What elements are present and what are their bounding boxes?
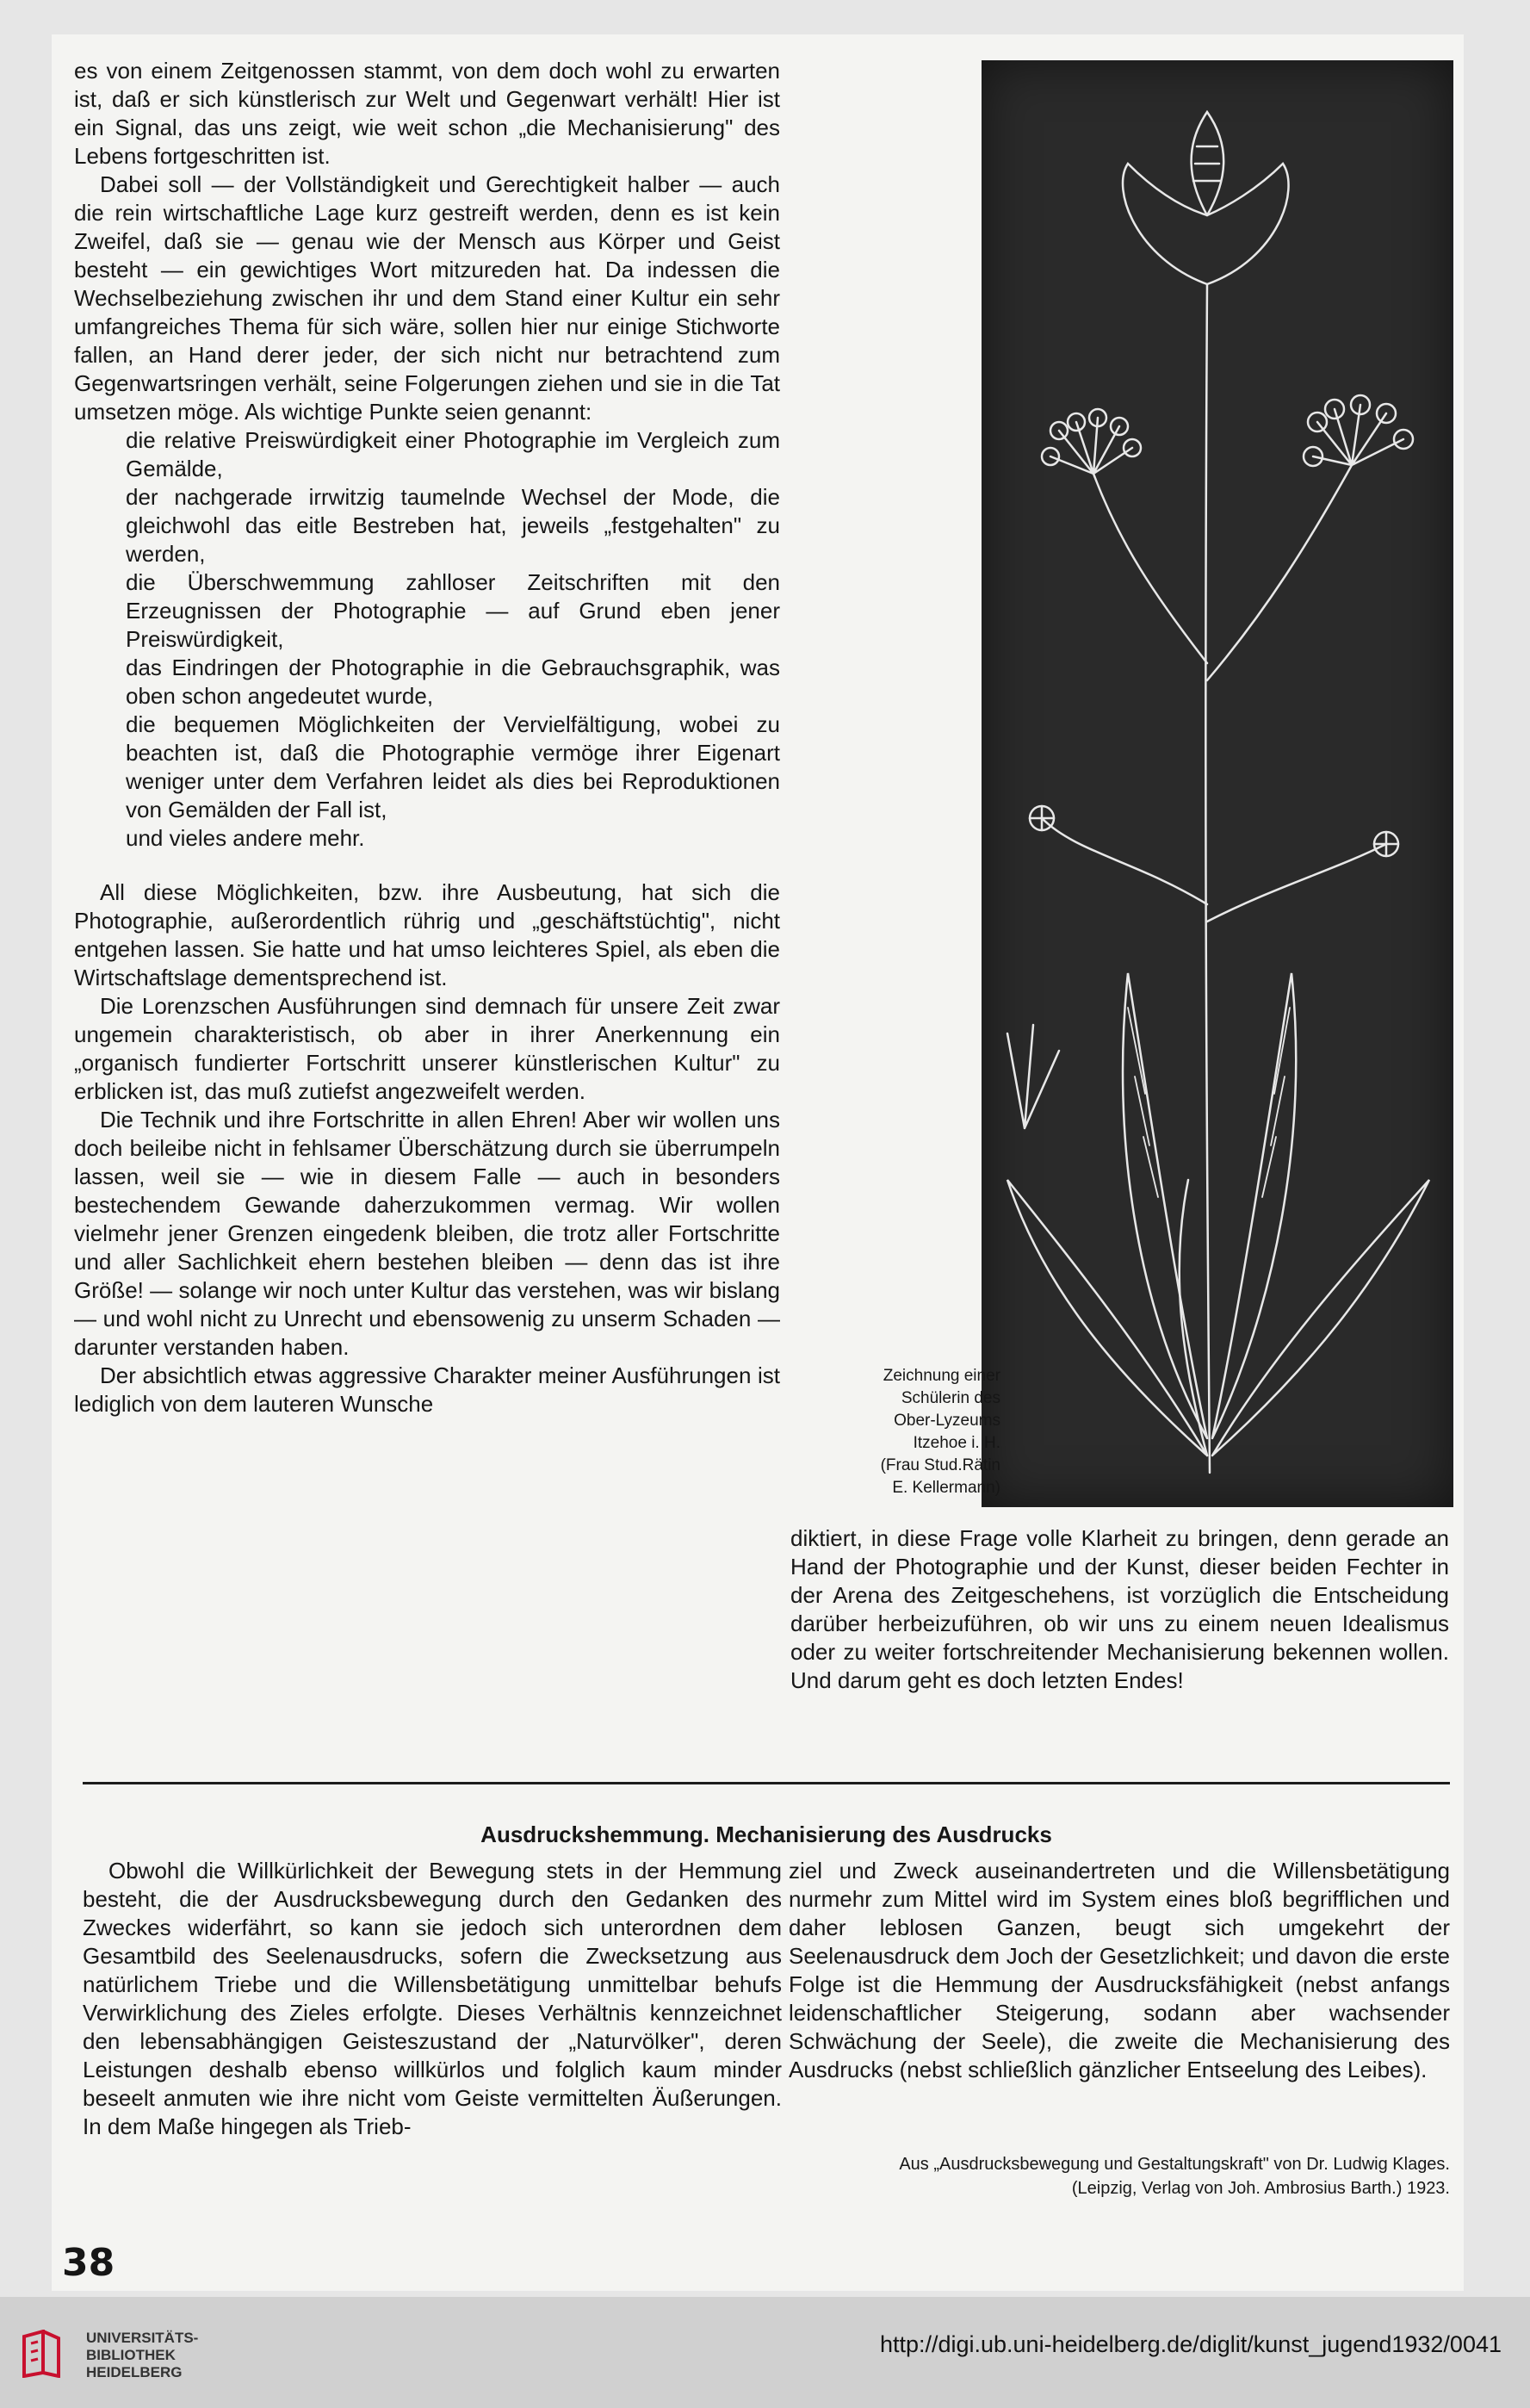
article-column-left: [74, 57, 780, 1418]
caption-line: Schülerin des: [901, 1389, 1000, 1407]
caption-line: Zeichnung einer: [883, 1367, 1000, 1385]
points-list: [74, 426, 780, 853]
paragraph: Dabei soll — der Vollständigkeit und Gerechtigkeit halber — auch die rein wirtschaftliche Lage kurz gestreift werden, denn es ist kein Zweifel, daß sie — genau wie der Mensch aus Körper und Geist besteht — ein gewichtiges Wort mitzureden hat. Da indessen die Wechselbeziehung zwischen ihr und dem Stand einer Kultur ein sehr umfangreiches Thema für sich wäre, sollen hier nur einige Stichworte fallen, an Hand derer jeder, der sich nicht nur betrachtend zum Gegenwartsringen verhält, seine Folgerungen ziehen und sie in die Tat umsetzen möge. Als wichtige Punkte seien genannt:: [74, 171, 780, 425]
list-item: die relative Preiswürdigkeit einer Photographie im Vergleich zum Gemälde,: [126, 427, 780, 481]
article-column-right: [790, 1524, 1449, 1695]
paragraph: es von einem Zeitgenossen stammt, von dem doch wohl zu erwarten ist, daß er sich künstlerisch zur Welt und Gegenwart verhält! Hier ist ein Signal, das uns zeigt, wie weit schon „die Mechanisierung" des Lebens fortgeschritten ist.: [74, 58, 780, 169]
caption-line: E. Kellermann): [892, 1479, 1000, 1497]
paragraph: ziel und Zweck auseinandertreten und die Willensbetätigung nurmehr zum Mittel wird im System eines bloß begrifflichen und daher leblosen Ganzen, beugt sich umgekehrt der Seelenausdruck dem Joch der Gesetzlichkeit; und davon die erste Folge ist die Hemmung der Ausdrucksfähigkeit (nebst anfangs leidenschaftlicher Steigerung, sodann aber wachsender Schwächung der Seele), die zweite die Mechanisierung des Ausdrucks (nebst schließlich gänzlicher Entseelung des Leibes).: [789, 1858, 1450, 2082]
library-name-line: HEIDELBERG: [86, 2364, 183, 2380]
paragraph: diktiert, in diese Frage volle Klarheit zu bringen, denn gerade an Hand der Photographie und der Kunst, dieser beiden Fechter in der Arena des Zeitgeschehens, ist vorzüglich die Entscheidung darüber herbeizuführen, ob wir uns zu einem neuen Idealismus oder zu weiter fortschreitender Mechanisierung bekennen wollen. Und darum geht es doch letzten Endes!: [790, 1525, 1449, 1693]
quote-column-left: [83, 1857, 782, 2141]
section-heading: Ausdruckshemmung. Mechanisierung des Ausdrucks: [480, 1822, 1052, 1847]
caption-line: (Frau Stud.Rätin: [880, 1456, 1000, 1474]
library-name: [86, 2330, 198, 2381]
paragraph: Obwohl die Willkürlichkeit der Bewegung stets in der Hemmung besteht, die der Ausdrucksbewegung durch den Gedanken des Zweckes widerfährt, so kann sie jedoch sich unterordnen dem Gesamtbild des Seelenausdrucks, sofern die Zwecksetzung aus natürlichem Triebe und die Willensbetätigung unmittelbar behufs Verwirklichung des Zieles erfolgte. Dieses Verhältnis kennzeichnet den lebensabhängigen Geisteszustand der „Naturvölker", deren Leistungen deshalb ebenso willkürlos und folglich kaum minder beseelt anmuten wie ihre nicht vom Geiste vermittelten Äußerungen. In dem Maße hingegen als Trieb-: [83, 1858, 782, 2139]
journal-page: [52, 34, 1464, 2291]
library-logo-icon: [17, 2330, 62, 2378]
paragraph: Der absichtlich etwas aggressive Charakter meiner Ausführungen ist lediglich von dem lauteren Wunsche: [74, 1362, 780, 1417]
quote-source: [827, 2152, 1450, 2200]
paragraph: All diese Möglichkeiten, bzw. ihre Ausbeutung, hat sich die Photographie, außerordentlich rührig und „geschäftstüchtig", nicht entgehen lassen. Sie hatte und hat umso leichteres Spiel, als eben die Wirtschaftslage dementsprechend ist.: [74, 879, 780, 990]
library-name-line: UNIVERSITÄTS-: [86, 2330, 199, 2346]
list-item: der nachgerade irrwitzig taumelnde Wechsel der Mode, die gleichwohl das eitle Bestreben hat, jeweils „festgehalten" zu werden,: [126, 484, 780, 567]
list-item: und vieles andere mehr.: [126, 825, 365, 851]
drawing-caption: [775, 1365, 1000, 1499]
library-footer: [0, 2297, 1530, 2408]
list-item: die Überschwemmung zahlloser Zeitschriften mit den Erzeugnissen der Photographie — auf Grund eben jener Preiswürdigkeit,: [126, 569, 780, 652]
source-url-link[interactable]: http://digi.ub.uni-heidelberg.de/diglit/kunst_jugend1932/0041: [879, 2331, 1502, 2357]
source-line: (Leipzig, Verlag von Joh. Ambrosius Barth.) 1923.: [1071, 2179, 1450, 2198]
library-name-line: BIBLIOTHEK: [86, 2347, 176, 2363]
quote-column-right: [789, 1857, 1450, 2084]
list-item: das Eindringen der Photographie in die Gebrauchsgraphik, was oben schon angedeutet wurde,: [126, 655, 780, 709]
caption-line: Itzehoe i. H.: [913, 1434, 1000, 1452]
flower-drawing-illustration: [982, 60, 1453, 1507]
list-item: die bequemen Möglichkeiten der Vervielfältigung, wobei zu beachten ist, daß die Photographie vermöge ihrer Eigenart weniger unter dem Verfahren leidet als dies bei Reproduktionen von Gemälden der Fall ist,: [126, 711, 780, 822]
flower-drawing-svg: [982, 60, 1453, 1507]
source-line: Aus „Ausdrucksbewegung und Gestaltungskraft" von Dr. Ludwig Klages.: [899, 2155, 1450, 2174]
caption-line: Ober-Lyzeums: [894, 1412, 1000, 1430]
section-divider: [83, 1782, 1450, 1784]
paragraph: Die Lorenzschen Ausführungen sind demnach für unsere Zeit zwar ungemein charakteristisch, ob aber in ihrer Anerkennung ein „organisch fundierter Fortschritt unserer künstlerischen Kultur" zu erblicken ist, das muß zutiefst angezweifelt werden.: [74, 993, 780, 1104]
page-number: 38: [62, 2241, 115, 2285]
paragraph: Die Technik und ihre Fortschritte in allen Ehren! Aber wir wollen uns doch beileibe nicht in fehlsamer Überschätzung durch sie überrumpeln lassen, weil sie — wie in diesem Falle — auch in besonders bestechendem Gewande daherzukommen vermag. Wir wollen vielmehr jener Grenzen eingedenk bleiben, die trotz aller Fortschritte und aller Sachlichkeit ehern bestehen bleiben — denn das ist ihre Größe! — solange wir noch unter Kultur das verstehen, was wir bislang — und wohl nicht zu Unrecht und ebensowenig zu unserm Schaden — darunter verstanden haben.: [74, 1107, 780, 1360]
